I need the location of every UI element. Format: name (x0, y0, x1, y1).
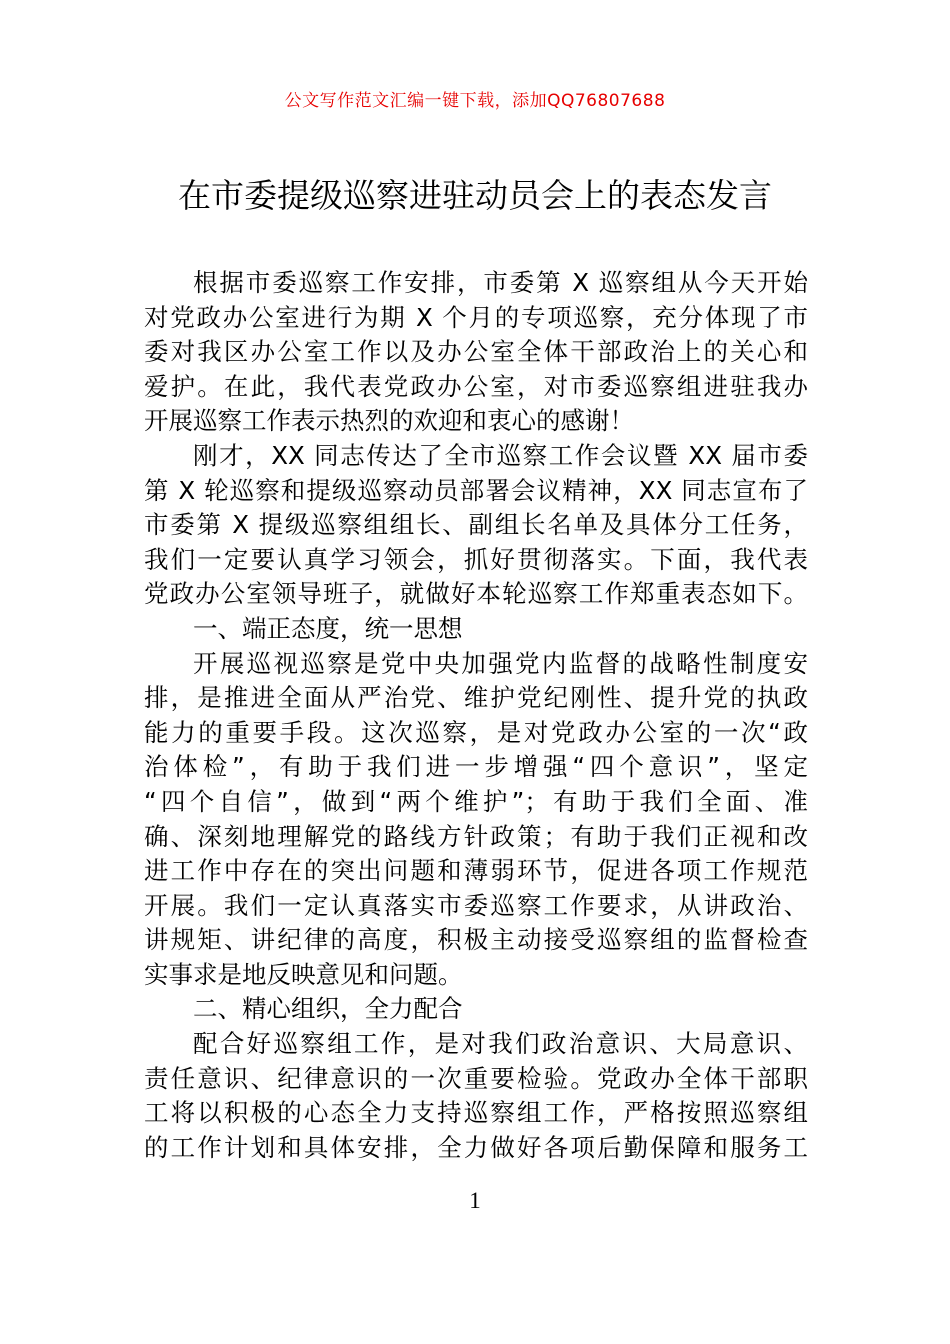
paragraph-2-line-5: 党政办公室领导班子，就做好本轮巡察工作郑重表态如下。 (144, 579, 808, 609)
paragraph-4-line-2: 责任意识、纪律意识的一次重要检验。党政办全体干部职 (144, 1063, 808, 1093)
paragraph-4-line-4: 的工作计划和具体安排，全力做好各项后勤保障和服务工 (144, 1132, 808, 1162)
section-heading-2: 二、精心组织，全力配合 (193, 994, 463, 1024)
section-heading-1: 一、端正态度，统一思想 (193, 613, 463, 643)
document-title: 在市委提级巡察进驻动员会上的表态发言 (178, 176, 772, 215)
paragraph-2-line-4: 我们一定要认真学习领会，抓好贯彻落实。下面，我代表 (144, 544, 808, 574)
paragraph-3-line-8: 开展。我们一定认真落实市委巡察工作要求，从讲政治、 (144, 890, 808, 920)
document-body (144, 266, 808, 1165)
paragraph-3-line-10: 实事求是地反映意见和问题。 (144, 959, 463, 989)
paragraph-2-line-2: 第 X 轮巡察和提级巡察动员部署会议精神，XX 同志宣布了 (144, 475, 808, 505)
paragraph-1-line-5: 开展巡察工作表示热烈的欢迎和衷心的感谢！ (144, 406, 634, 436)
paragraph-3-line-1: 开展巡视巡察是党中央加强党内监督的战略性制度安 (193, 648, 808, 678)
paragraph-3-line-6: 确、深刻地理解党的路线方针政策；有助于我们正视和改 (144, 821, 808, 851)
page-number: 1 (469, 1188, 481, 1213)
paragraph-2-line-3: 市委第 X 提级巡察组组长、副组长名单及具体分工任务， (144, 510, 808, 540)
paragraph-2-line-1: 刚才，XX 同志传达了全市巡察工作会议暨 XX 届市委 (193, 440, 808, 470)
paragraph-3-line-2: 排，是推进全面从严治党、维护党纪刚性、提升党的执政 (144, 683, 808, 713)
paragraph-3-line-9: 讲规矩、讲纪律的高度，积极主动接受巡察组的监督检查 (144, 925, 808, 955)
paragraph-4-line-1: 配合好巡察组工作，是对我们政治意识、大局意识、 (193, 1029, 808, 1059)
paragraph-4-line-3: 工将以积极的心态全力支持巡察组工作，严格按照巡察组 (144, 1098, 808, 1128)
paragraph-3-line-3: 能力的重要手段。这次巡察，是对党政办公室的一次“政 (144, 717, 808, 747)
paragraph-1-line-1: 根据市委巡察工作安排，市委第 X 巡察组从今天开始 (193, 268, 808, 297)
paragraph-1-line-4: 爱护。在此，我代表党政办公室，对市委巡察组进驻我办 (144, 371, 808, 401)
paragraph-1-line-3: 委对我区办公室工作以及办公室全体干部政治上的关心和 (144, 337, 808, 367)
paragraph-3-line-7: 进工作中存在的突出问题和薄弱环节，促进各项工作规范 (144, 856, 808, 886)
paragraph-3-line-4: 治体检”，有助于我们进一步增强“四个意识”，坚定 (144, 752, 808, 782)
header-note: 公文写作范文汇编一键下载，添加QQ76807688 (284, 91, 666, 111)
paragraph-1-line-2: 对党政办公室进行为期 X 个月的专项巡察，充分体现了市 (144, 302, 808, 332)
paragraph-3-line-5: “四个自信”，做到“两个维护”；有助于我们全面、准 (144, 786, 808, 816)
